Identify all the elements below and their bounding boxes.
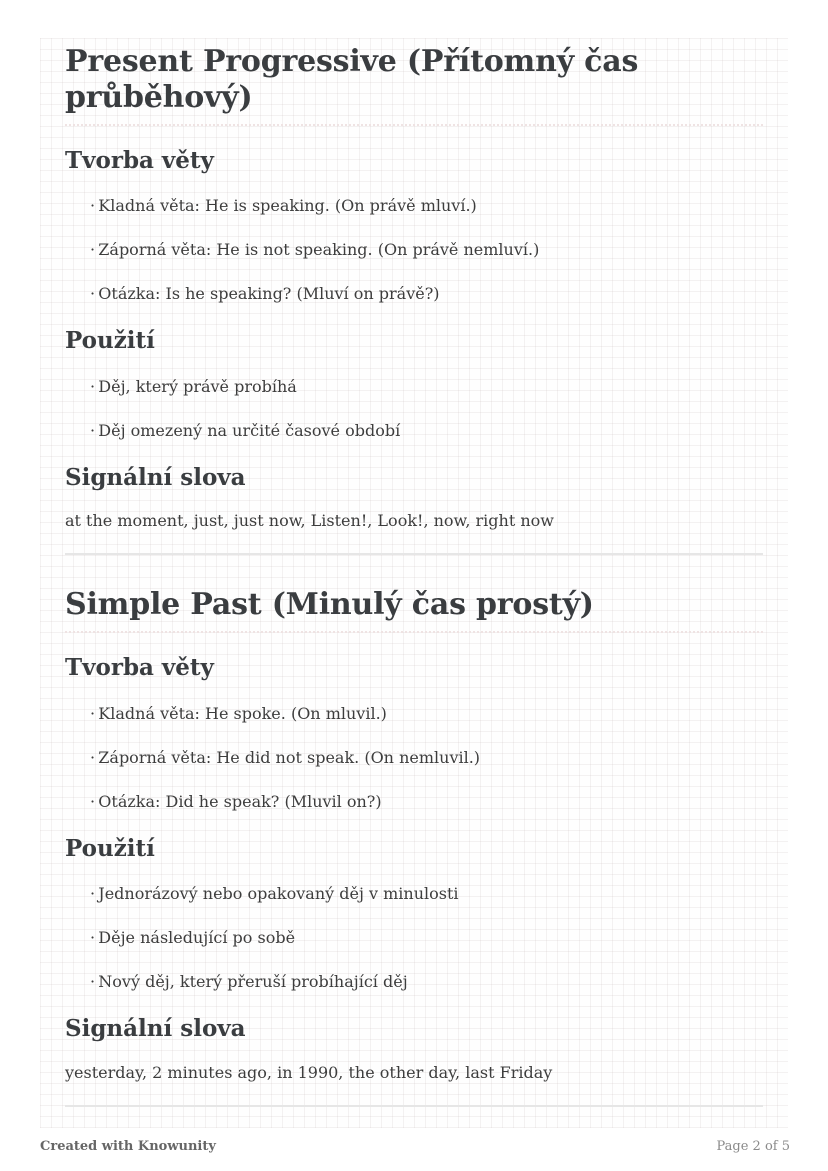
notes-card bbox=[40, 38, 788, 1128]
signal-words-text: at the moment, just, just now, Listen!, Look!, now, right now bbox=[65, 511, 554, 531]
section-divider bbox=[65, 553, 763, 555]
bullet-list-tvorba-vety bbox=[65, 196, 763, 304]
sub-heading-tvorba-vety: Tvorba věty bbox=[65, 147, 214, 174]
section-title: Present Progressive (Přítomný čas průběhový) bbox=[65, 42, 763, 126]
section-present-progressive bbox=[65, 42, 763, 555]
section-divider bbox=[65, 1105, 763, 1107]
sub-heading-pouziti: Použití bbox=[65, 327, 155, 355]
list-item: · Kladná věta: He is speaking. (On právě mluví.) bbox=[90, 196, 763, 216]
list-item: · Záporná věta: He is not speaking. (On právě nemluví.) bbox=[90, 240, 763, 260]
section-simple-past bbox=[65, 585, 763, 1106]
signal-words-text: yesterday, 2 minutes ago, in 1990, the other day, last Friday bbox=[65, 1062, 553, 1082]
list-item: · Kladná věta: He spoke. (On mluvil.) bbox=[90, 704, 763, 724]
page-footer bbox=[40, 1139, 790, 1154]
footer-page-number: Page 2 of 5 bbox=[716, 1139, 790, 1154]
list-item: · Otázka: Did he speak? (Mluvil on?) bbox=[90, 792, 763, 812]
list-item: · Jednorázový nebo opakovaný děj v minulosti bbox=[90, 884, 763, 904]
bullet-list-pouziti bbox=[65, 377, 763, 441]
bullet-list-tvorba-vety bbox=[65, 704, 763, 812]
list-item: · Otázka: Is he speaking? (Mluví on právě?) bbox=[90, 284, 763, 304]
list-item: · Nový děj, který přeruší probíhající děj bbox=[90, 972, 763, 992]
bullet-list-pouziti bbox=[65, 884, 763, 992]
sub-heading-pouziti: Použití bbox=[65, 834, 155, 862]
sub-heading-signalni-slova: Signální slova bbox=[65, 1015, 246, 1043]
sub-heading-signalni-slova: Signální slova bbox=[65, 463, 246, 491]
list-item: · Děje následující po sobě bbox=[90, 928, 763, 948]
section-title: Simple Past (Minulý čas prostý) bbox=[65, 585, 763, 633]
list-item: · Děj omezený na určité časové období bbox=[90, 421, 763, 441]
list-item: · Děj, který právě probíhá bbox=[90, 377, 763, 397]
list-item: · Záporná věta: He did not speak. (On nemluvil.) bbox=[90, 748, 763, 768]
sub-heading-tvorba-vety: Tvorba věty bbox=[65, 654, 214, 682]
footer-brand-text: Created with Knowunity bbox=[40, 1139, 216, 1154]
